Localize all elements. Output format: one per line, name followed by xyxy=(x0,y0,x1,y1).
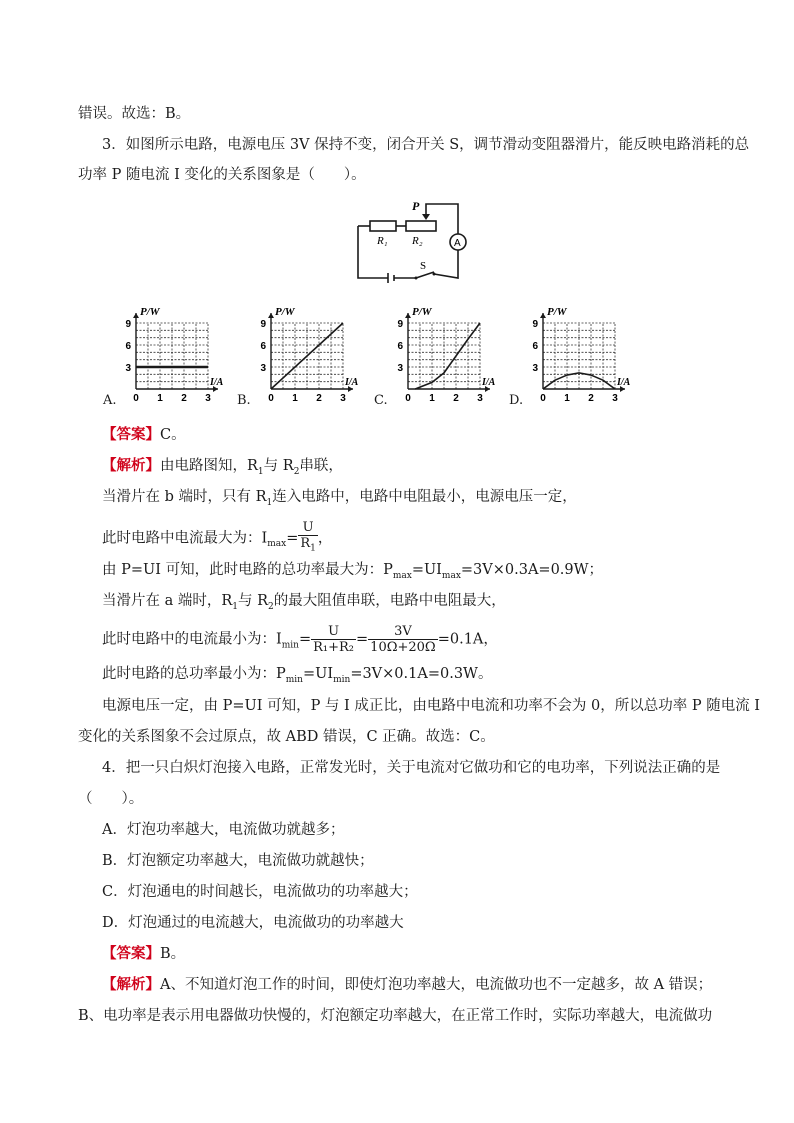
y-tick-label: 6 xyxy=(125,341,131,352)
subscript: min xyxy=(281,640,299,651)
analysis-text: 与 R xyxy=(238,593,269,609)
analysis-text: 由电路图知，R xyxy=(160,458,258,474)
answer-value: C。 xyxy=(160,427,186,443)
fraction xyxy=(298,520,318,557)
analysis-text: =3V×0.1A=0.3W。 xyxy=(350,666,493,682)
x-tick-label: 0 xyxy=(405,393,411,403)
x-tick-label: 1 xyxy=(564,393,570,403)
answer-line-2 xyxy=(102,944,185,964)
analysis-text: 此时电路中电流最大为：I xyxy=(102,530,268,547)
y-axis-arrow-icon xyxy=(133,313,139,318)
y-tick-label: 6 xyxy=(260,341,266,352)
answer-line xyxy=(102,425,186,445)
r1-label: R₁ xyxy=(377,235,388,247)
analysis-line-6 xyxy=(102,624,498,655)
option-a: A．灯泡功率越大，电流做功就越多； xyxy=(102,822,345,838)
y-tick-label: 9 xyxy=(397,319,403,330)
x-tick-label: 2 xyxy=(588,393,594,403)
y-axis-arrow-icon xyxy=(405,313,411,318)
y-tick-label: 9 xyxy=(125,319,131,330)
subscript: 1 xyxy=(266,497,273,508)
x-tick-label: 1 xyxy=(157,393,163,403)
subscript: max xyxy=(267,539,287,550)
question-3-text: 3．如图所示电路，电源电压 3V 保持不变，闭合开关 S，调节滑动变阻器滑片，能反映电路消耗的总 xyxy=(102,137,750,153)
y-tick-label: 6 xyxy=(532,341,538,352)
analysis-text: 串联， xyxy=(299,458,343,474)
x-tick-label: 0 xyxy=(540,393,546,403)
option-label-a: A. xyxy=(103,393,117,408)
question-3-text-cont: 功率 P 随电流 I 变化的关系图象是（ ）。 xyxy=(78,167,366,183)
y-tick-label: 6 xyxy=(397,341,403,352)
option-d: D．灯泡通过的电流越大，电流做功的功率越大 xyxy=(102,915,404,931)
y-tick-label: 3 xyxy=(532,363,538,374)
analysis-text: 当滑片在 a 端时，R xyxy=(102,593,233,609)
circuit-diagram xyxy=(350,196,470,286)
analysis-line-10 xyxy=(102,975,712,995)
y-axis-arrow-icon xyxy=(540,313,546,318)
option-label-c: C. xyxy=(374,393,388,408)
x-tick-label: 3 xyxy=(477,393,483,403)
fraction-denominator xyxy=(298,536,318,557)
y-tick-label: 3 xyxy=(260,363,266,374)
equals: = xyxy=(356,631,369,648)
ammeter-label: A xyxy=(454,238,461,249)
analysis-line-11: B、电功率是表示用电器做功快慢的，灯泡额定功率越大，在正常工作时，实际功率越大，电流做功 xyxy=(78,1008,713,1024)
x-tick-label: 1 xyxy=(292,393,298,403)
analysis-text: 此时电路中的电流最小为：I xyxy=(102,631,282,648)
question-4-text-cont: （ ）。 xyxy=(78,791,144,807)
x-axis-label: I/A xyxy=(482,377,496,388)
analysis-text: 由 P=UI 可知，此时电路的总功率最大为：P xyxy=(102,562,393,578)
analysis-tag: 【解析】 xyxy=(102,976,160,993)
x-tick-label: 3 xyxy=(205,393,211,403)
y-axis-label: P/W xyxy=(412,306,432,318)
subscript: 1 xyxy=(257,466,264,477)
text-line: 错误。故选：B。 xyxy=(78,106,191,122)
answer-tag: 【答案】 xyxy=(102,945,160,962)
switch-label: S xyxy=(420,260,427,272)
analysis-line-4 xyxy=(102,560,603,586)
x-axis-label: I/A xyxy=(345,377,359,388)
r2-label: R₂ xyxy=(412,235,423,247)
fraction-denominator: 10Ω+20Ω xyxy=(370,640,436,655)
graph-option-c xyxy=(390,305,500,403)
p-label: P xyxy=(412,199,420,213)
comma: ， xyxy=(317,530,333,547)
y-tick-label: 3 xyxy=(125,363,131,374)
fraction-numerator: U xyxy=(298,520,318,536)
x-axis-label: I/A xyxy=(617,377,631,388)
fraction xyxy=(368,624,438,655)
analysis-line-7 xyxy=(102,664,492,690)
analysis-line-3 xyxy=(102,520,332,557)
y-axis-label: P/W xyxy=(547,306,567,318)
analysis-line-2 xyxy=(102,487,577,513)
option-label-d: D. xyxy=(509,393,524,408)
fraction-denominator: R₁+R₂ xyxy=(313,640,355,655)
analysis-text: =UI xyxy=(411,562,442,578)
slider-arrow-icon xyxy=(422,214,430,220)
x-tick-label: 1 xyxy=(429,393,435,403)
option-label-b: B. xyxy=(237,393,251,408)
y-axis-label: P/W xyxy=(275,306,295,318)
x-tick-label: 3 xyxy=(612,393,618,403)
equals: = xyxy=(298,631,312,648)
subscript: 1 xyxy=(232,601,239,612)
x-axis-label: I/A xyxy=(210,377,224,388)
graph-option-b xyxy=(253,305,363,403)
subscript: max xyxy=(441,570,461,581)
subscript: 1 xyxy=(310,543,316,554)
subscript: min xyxy=(285,674,303,685)
y-tick-label: 9 xyxy=(532,319,538,330)
analysis-text: =3V×0.3A=0.9W； xyxy=(460,562,604,578)
fraction xyxy=(311,624,356,655)
analysis-text: =UI xyxy=(302,666,334,682)
analysis-line-8: 电源电压一定，由 P=UI 可知，P 与 I 成正比，由电路中电流和功率不会为 0，所以总功率 P 随电流 I xyxy=(102,698,761,714)
analysis-text: 当滑片在 b 端时，只有 R xyxy=(102,489,267,505)
analysis-tag: 【解析】 xyxy=(102,457,160,474)
fraction-numerator: U xyxy=(311,624,356,640)
subscript: 2 xyxy=(268,601,274,612)
option-c: C．灯泡通电的时间越长，电流做功的功率越大； xyxy=(102,884,418,900)
x-tick-label: 2 xyxy=(181,393,187,403)
analysis-text: 与 R xyxy=(263,458,294,474)
analysis-line-1 xyxy=(102,456,343,482)
analysis-text: 此时电路的总功率最小为：P xyxy=(102,666,286,682)
graph-option-a xyxy=(118,305,228,403)
subscript: max xyxy=(392,570,412,581)
x-tick-label: 0 xyxy=(133,393,139,403)
answer-value: B。 xyxy=(160,946,186,962)
x-tick-label: 2 xyxy=(316,393,322,403)
analysis-line-9: 变化的关系图象不会过原点，故 ABD 错误，C 正确。故选：C。 xyxy=(78,729,495,745)
graph-option-d xyxy=(525,305,635,403)
analysis-line-5 xyxy=(102,591,506,617)
series-line xyxy=(415,323,480,389)
x-tick-label: 2 xyxy=(453,393,459,403)
den-text: R xyxy=(300,536,311,551)
x-tick-label: 0 xyxy=(268,393,274,403)
analysis-text: =0.1A， xyxy=(437,631,498,648)
analysis-text: 连入电路中，电路中电阻最小，电源电压一定， xyxy=(272,489,577,505)
analysis-text: A、不知道灯泡工作的时间，即使灯泡功率越大，电流做功也不一定越多，故 A 错误； xyxy=(160,977,713,993)
x-tick-label: 3 xyxy=(340,393,346,403)
subscript: 2 xyxy=(293,466,300,477)
equals: = xyxy=(286,530,299,547)
y-axis-label: P/W xyxy=(140,306,160,318)
y-tick-label: 3 xyxy=(397,363,403,374)
fraction-numerator: 3V xyxy=(368,624,438,640)
option-b: B．灯泡额定功率越大，电流做功就越快； xyxy=(102,853,374,869)
y-axis-arrow-icon xyxy=(268,313,274,318)
analysis-text: 的最大阻值串联，电路中电阻最大， xyxy=(273,593,506,609)
subscript: min xyxy=(333,674,351,685)
answer-tag: 【答案】 xyxy=(102,426,160,443)
question-4-text: 4．把一只白炽灯泡接入电路，正常发光时，关于电流对它做功和它的电功率，下列说法正确的是 xyxy=(102,760,721,776)
y-tick-label: 9 xyxy=(260,319,266,330)
